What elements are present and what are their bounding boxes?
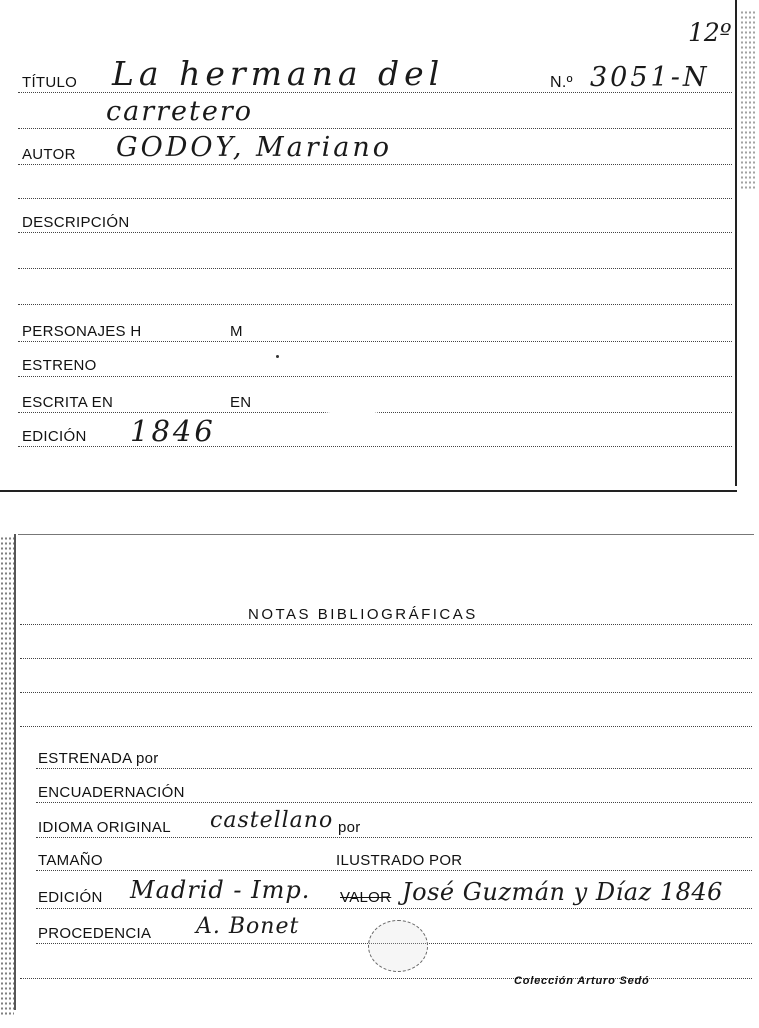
titulo-rule-2	[18, 128, 732, 129]
personajes-label: PERSONAJES H	[22, 323, 142, 340]
ilustrado-label: ILUSTRADO POR	[336, 852, 463, 869]
tamano-rule	[36, 870, 752, 871]
card-right-edge	[735, 0, 737, 486]
encuadernacion-label: ENCUADERNACIÓN	[38, 784, 185, 801]
estreno-label: ESTRENO	[22, 357, 97, 374]
scan-noise-left	[0, 536, 14, 1016]
idioma-value: castellano	[210, 808, 334, 833]
titulo-rule	[18, 92, 732, 93]
card-top-edge	[18, 534, 754, 535]
edicion-back-label: EDICIÓN	[38, 889, 103, 906]
edicion-rule	[18, 446, 732, 447]
idioma-rule	[36, 837, 752, 838]
edicion-back-value: Madrid - Imp.	[130, 876, 311, 904]
notes-rule-4	[20, 726, 752, 727]
descripcion-label: DESCRIPCIÓN	[22, 214, 130, 231]
procedencia-label: PROCEDENCIA	[38, 925, 152, 942]
estrenada-rule	[36, 768, 752, 769]
blank-rule	[18, 198, 732, 199]
corner-mark: 12º	[688, 18, 732, 47]
valor-label: VALOR	[340, 889, 392, 906]
catalog-card-front	[0, 0, 759, 492]
card-bottom-edge	[0, 490, 737, 492]
collection-footer: Colección Arturo Sedó	[514, 975, 650, 987]
tamano-label: TAMAÑO	[38, 852, 103, 869]
notes-rule-2	[20, 658, 752, 659]
estreno-rule	[18, 376, 732, 377]
stamp-smudge-back	[368, 920, 428, 972]
descripcion-rule-3	[18, 304, 732, 305]
estrenada-label: ESTRENADA por	[38, 750, 159, 767]
idioma-por-label: por	[338, 819, 361, 836]
procedencia-value: A. Bonet	[196, 914, 300, 939]
ink-speck	[276, 355, 279, 358]
card-left-edge	[14, 534, 16, 1010]
scan-noise	[740, 10, 756, 190]
autor-label: AUTOR	[22, 146, 76, 163]
numero-value: 3051-N	[590, 62, 710, 93]
escrita-en-label: EN	[230, 394, 252, 411]
titulo-label: TÍTULO	[22, 74, 78, 91]
edicion-back-rest: José Guzmán y Díaz 1846	[402, 878, 723, 906]
encuadernacion-rule	[36, 802, 752, 803]
edicion-value: 1846	[130, 414, 216, 448]
autor-rule	[18, 164, 732, 165]
personajes-m-label: M	[230, 323, 243, 340]
edicion-label: EDICIÓN	[22, 428, 87, 445]
catalog-card-back	[0, 528, 759, 1028]
numero-label: N.º	[550, 74, 573, 91]
notes-rule-3	[20, 692, 752, 693]
notes-title: NOTAS BIBLIOGRÁFICAS	[248, 606, 478, 623]
personajes-rule	[18, 341, 732, 342]
titulo-value-line2: carretero	[106, 96, 254, 127]
titulo-value-line1: La hermana del	[112, 54, 445, 93]
descripcion-rule	[18, 232, 732, 233]
descripcion-rule-2	[18, 268, 732, 269]
stamp-smudge	[322, 388, 382, 440]
autor-value: GODOY, Mariano	[116, 132, 393, 163]
escrita-label: ESCRITA EN	[22, 394, 114, 411]
idioma-label: IDIOMA ORIGINAL	[38, 819, 171, 836]
notes-rule-1	[20, 624, 752, 625]
edicion-back-rule	[36, 908, 752, 909]
